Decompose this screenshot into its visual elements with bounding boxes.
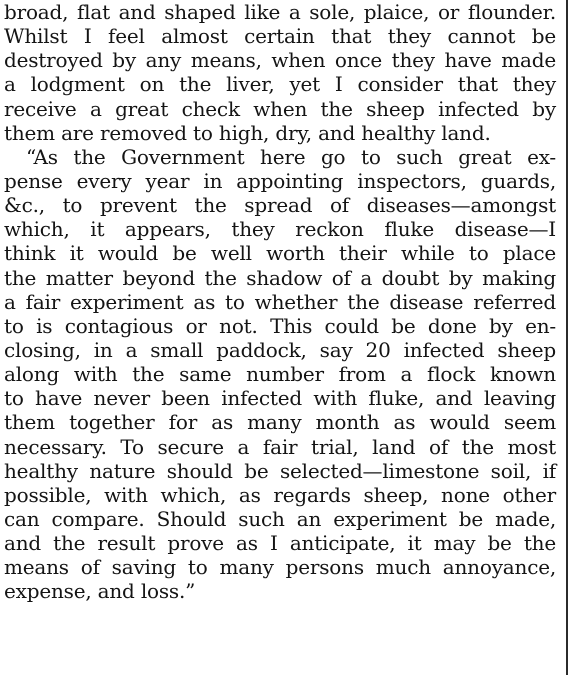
column-rule bbox=[566, 0, 568, 675]
text-line: expense, and loss.” bbox=[4, 579, 196, 604]
text-line: means of saving to many persons much annoyance, bbox=[4, 555, 556, 580]
article-column bbox=[4, 0, 556, 604]
text-line: to is contagious or not. This could be done by en- bbox=[4, 313, 556, 338]
text-line: necessary. To secure a fair trial, land of the most bbox=[4, 434, 556, 459]
text-line: think it would be well worth their while to place bbox=[4, 241, 556, 266]
text-line: Whilst I feel almost certain that they cannot be bbox=[4, 24, 556, 49]
text-line: them are removed to high, dry, and healthy land. bbox=[4, 120, 491, 145]
text-line: receive a great check when the sheep infected by bbox=[4, 96, 556, 121]
text-line: the matter beyond the shadow of a doubt by making bbox=[4, 265, 556, 290]
text-line: &c., to prevent the spread of diseases—amongst bbox=[4, 193, 556, 218]
text-line: can compare. Should such an experiment be made, bbox=[4, 506, 556, 531]
text-line: to have never been infected with fluke, and leaving bbox=[4, 386, 556, 411]
text-line: broad, flat and shaped like a sole, plaice, or flounder. bbox=[4, 0, 556, 24]
text-line: them together for as many month as would seem bbox=[4, 410, 556, 435]
text-line: and the result prove as I anticipate, it may be the bbox=[4, 531, 556, 556]
text-line: pense every year in appointing inspectors, guards, bbox=[4, 168, 556, 193]
paragraph-2 bbox=[4, 145, 556, 604]
text-line: possible, with which, as regards sheep, none other bbox=[4, 482, 556, 507]
text-line: a lodgment on the liver, yet I consider that they bbox=[4, 72, 556, 97]
text-line: a fair experiment as to whether the disease referred bbox=[4, 289, 556, 314]
text-line: healthy nature should be selected—limestone soil, if bbox=[4, 458, 556, 483]
text-line: closing, in a small paddock, say 20 infected sheep bbox=[4, 337, 556, 362]
text-line: destroyed by any means, when once they have made bbox=[4, 48, 556, 73]
text-line: which, it appears, they reckon fluke disease—I bbox=[4, 217, 556, 242]
paragraph-1 bbox=[4, 0, 556, 145]
text-line: “As the Government here go to such great ex- bbox=[26, 144, 556, 169]
text-line: along with the same number from a flock known bbox=[4, 362, 556, 387]
